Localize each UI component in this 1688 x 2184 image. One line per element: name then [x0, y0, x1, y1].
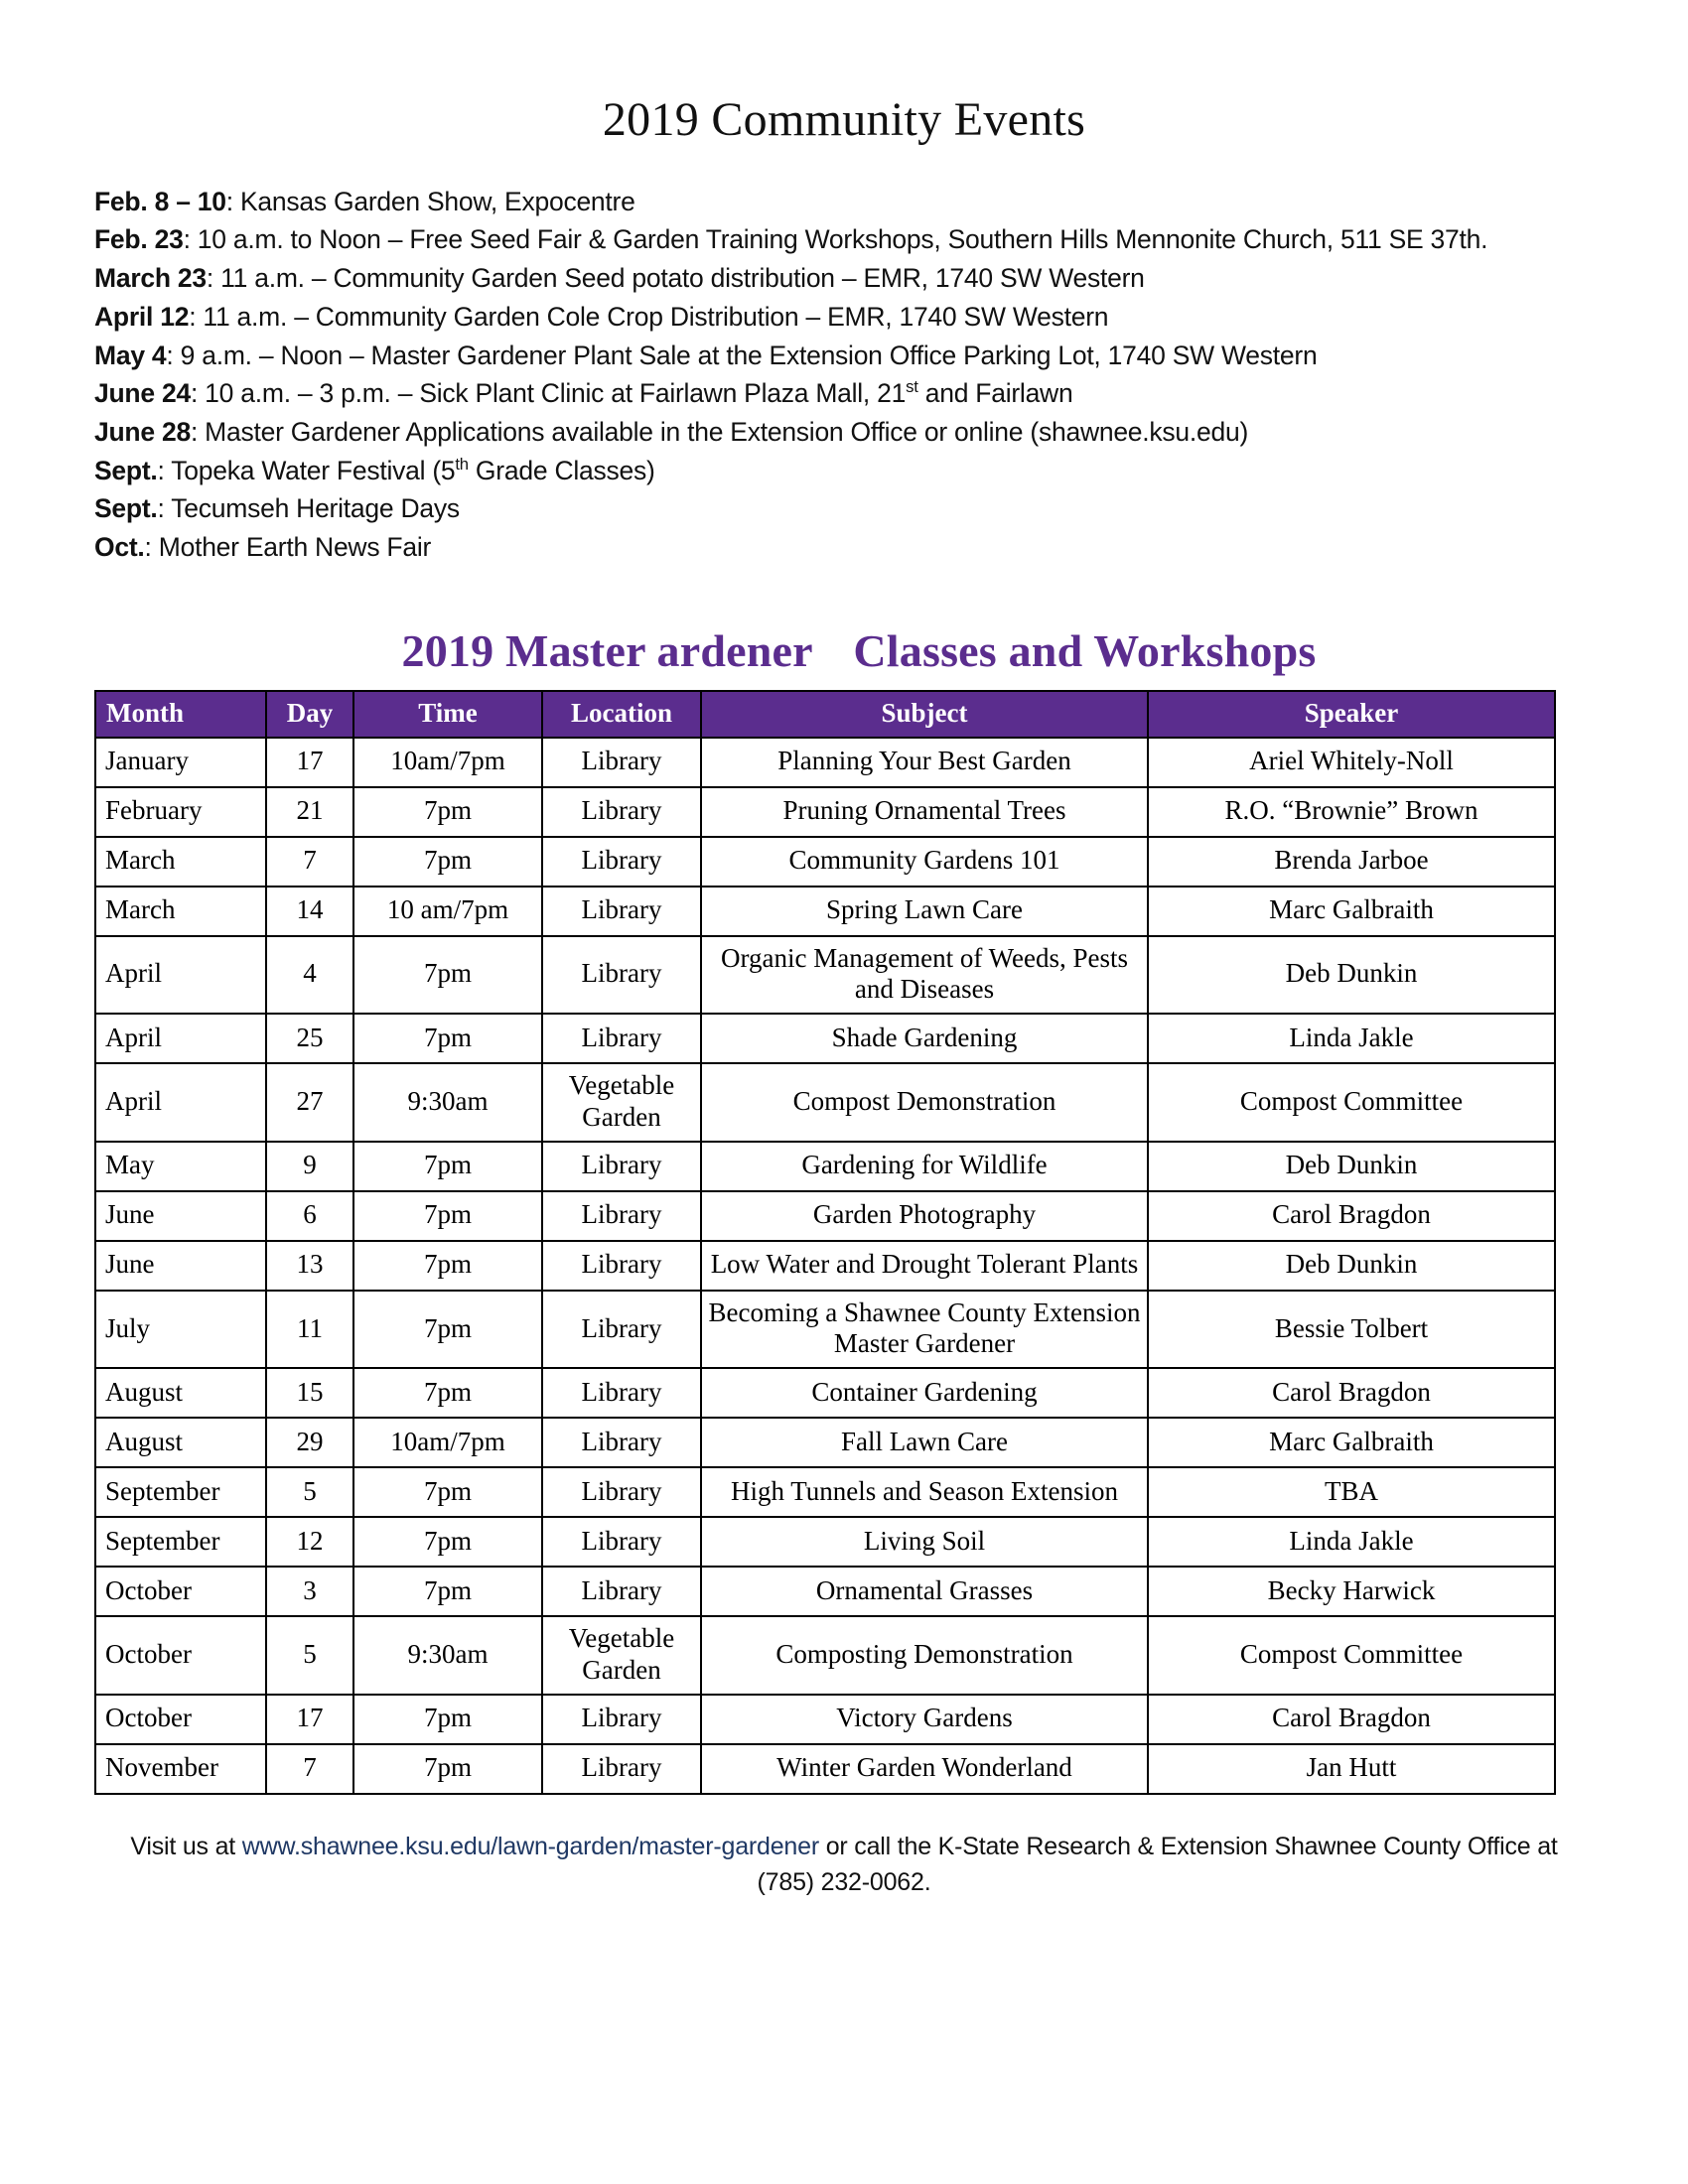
event-date-label: Sept. — [94, 455, 158, 485]
cell-speaker: Carol Bragdon — [1148, 1695, 1555, 1744]
cell-speaker: Deb Dunkin — [1148, 1241, 1555, 1291]
table-row — [95, 837, 1555, 887]
event-item — [94, 337, 1509, 375]
cell-time: 7pm — [353, 1517, 542, 1567]
table-row — [95, 1063, 1555, 1142]
event-ordinal-suffix: st — [906, 377, 918, 397]
event-item — [94, 259, 1509, 298]
cell-location: Library — [542, 1695, 701, 1744]
cell-subject: Low Water and Drought Tolerant Plants — [701, 1241, 1148, 1291]
schedule-table — [94, 690, 1556, 1795]
event-text: : Mother Earth News Fair — [144, 531, 432, 562]
cell-time: 9:30am — [353, 1063, 542, 1142]
cell-month: April — [95, 1014, 266, 1063]
column-header-subject[interactable]: Subject — [701, 691, 1148, 737]
cell-location: Library — [542, 1467, 701, 1517]
cell-location: Library — [542, 1241, 701, 1291]
table-row — [95, 1616, 1555, 1695]
schedule-table-header — [95, 691, 1555, 737]
cell-location: Library — [542, 837, 701, 887]
cell-month: June — [95, 1191, 266, 1241]
cell-location: Library — [542, 1418, 701, 1467]
cell-subject: Composting Demonstration — [701, 1616, 1148, 1695]
column-header-month[interactable]: Month — [95, 691, 266, 737]
cell-time: 9:30am — [353, 1616, 542, 1695]
event-text: : 11 a.m. – Community Garden Cole Crop Distribution – EMR, 1740 SW Western — [189, 301, 1109, 332]
cell-month: October — [95, 1567, 266, 1616]
cell-day: 29 — [266, 1418, 353, 1467]
cell-subject: Community Gardens 101 — [701, 837, 1148, 887]
cell-time: 7pm — [353, 837, 542, 887]
cell-time: 7pm — [353, 1467, 542, 1517]
cell-time: 7pm — [353, 1744, 542, 1794]
table-row — [95, 887, 1555, 936]
cell-time: 10am/7pm — [353, 738, 542, 787]
event-item — [94, 183, 1509, 221]
schedule-table-wrap — [0, 676, 1688, 1795]
footer-lead-text: Visit us at — [130, 1833, 242, 1861]
event-date-label: Feb. 23 — [94, 224, 184, 255]
cell-month: June — [95, 1241, 266, 1291]
event-text: : 9 a.m. – Noon – Master Gardener Plant Sale at the Extension Office Parking Lot, 1740 SW Western — [166, 340, 1318, 370]
schedule-heading-part1: 2019 Master ardener — [401, 624, 812, 676]
cell-speaker: Deb Dunkin — [1148, 936, 1555, 1015]
table-row — [95, 1142, 1555, 1191]
cell-speaker: Bessie Tolbert — [1148, 1291, 1555, 1369]
table-header-row — [95, 691, 1555, 737]
cell-location: Library — [542, 1014, 701, 1063]
cell-month: August — [95, 1418, 266, 1467]
event-item — [94, 413, 1509, 452]
cell-time: 7pm — [353, 936, 542, 1015]
cell-day: 21 — [266, 787, 353, 837]
cell-location: Library — [542, 1291, 701, 1369]
schedule-table-body — [95, 738, 1555, 1795]
cell-day: 7 — [266, 837, 353, 887]
cell-subject: Planning Your Best Garden — [701, 738, 1148, 787]
table-row — [95, 1418, 1555, 1467]
event-date-label: March 23 — [94, 263, 207, 294]
schedule-heading — [0, 567, 1688, 677]
column-header-day[interactable]: Day — [266, 691, 353, 737]
cell-day: 25 — [266, 1014, 353, 1063]
table-row — [95, 1241, 1555, 1291]
event-date-label: Sept. — [94, 493, 158, 524]
cell-day: 9 — [266, 1142, 353, 1191]
table-row — [95, 1744, 1555, 1794]
cell-day: 13 — [266, 1241, 353, 1291]
cell-speaker: Compost Committee — [1148, 1063, 1555, 1142]
cell-month: March — [95, 837, 266, 887]
cell-speaker: Becky Harwick — [1148, 1567, 1555, 1616]
event-date-label: June 28 — [94, 416, 191, 447]
event-text-after: and Fairlawn — [917, 378, 1073, 409]
cell-time: 7pm — [353, 1191, 542, 1241]
event-item — [94, 298, 1509, 337]
event-text-before: : 10 a.m. – 3 p.m. – Sick Plant Clinic at Fairlawn Plaza Mall, 21 — [190, 378, 907, 409]
cell-month: January — [95, 738, 266, 787]
website-link[interactable]: www.shawnee.ksu.edu/lawn-garden/master-gardener — [241, 1833, 819, 1861]
cell-month: September — [95, 1517, 266, 1567]
event-item — [94, 528, 1509, 567]
cell-day: 27 — [266, 1063, 353, 1142]
cell-location: Library — [542, 1517, 701, 1567]
cell-speaker: Linda Jakle — [1148, 1517, 1555, 1567]
cell-subject: Container Gardening — [701, 1368, 1148, 1418]
cell-time: 7pm — [353, 1241, 542, 1291]
cell-subject: Winter Garden Wonderland — [701, 1744, 1148, 1794]
cell-location: Library — [542, 1368, 701, 1418]
event-date-label: May 4 — [94, 340, 167, 370]
cell-month: October — [95, 1695, 266, 1744]
table-row — [95, 787, 1555, 837]
cell-subject: Victory Gardens — [701, 1695, 1148, 1744]
page-title: 2019 Community Events — [602, 93, 1086, 146]
cell-subject: Organic Management of Weeds, Pests and Diseases — [701, 936, 1148, 1015]
cell-speaker: Marc Galbraith — [1148, 887, 1555, 936]
cell-time: 10am/7pm — [353, 1418, 542, 1467]
table-row — [95, 1191, 1555, 1241]
cell-location: Library — [542, 1191, 701, 1241]
cell-speaker: Linda Jakle — [1148, 1014, 1555, 1063]
cell-time: 7pm — [353, 1142, 542, 1191]
cell-subject: High Tunnels and Season Extension — [701, 1467, 1148, 1517]
table-row — [95, 1368, 1555, 1418]
cell-month: April — [95, 1063, 266, 1142]
cell-location: Library — [542, 787, 701, 837]
cell-day: 5 — [266, 1467, 353, 1517]
event-text-after: Grade Classes) — [468, 455, 655, 485]
table-row — [95, 738, 1555, 787]
cell-subject: Compost Demonstration — [701, 1063, 1148, 1142]
column-header-location[interactable]: Location — [542, 691, 701, 737]
cell-speaker: Ariel Whitely-Noll — [1148, 738, 1555, 787]
cell-month: November — [95, 1744, 266, 1794]
schedule-heading-part2: Classes and Workshops — [853, 624, 1317, 676]
cell-month: July — [95, 1291, 266, 1369]
cell-location: Vegetable Garden — [542, 1616, 701, 1695]
event-item — [94, 220, 1509, 259]
cell-location: Library — [542, 1142, 701, 1191]
cell-day: 17 — [266, 1695, 353, 1744]
community-events-list — [0, 147, 1509, 567]
table-row — [95, 1567, 1555, 1616]
cell-subject: Living Soil — [701, 1517, 1148, 1567]
cell-subject: Ornamental Grasses — [701, 1567, 1148, 1616]
table-row — [95, 1517, 1555, 1567]
cell-location: Library — [542, 1744, 701, 1794]
cell-speaker: Marc Galbraith — [1148, 1418, 1555, 1467]
cell-subject: Shade Gardening — [701, 1014, 1148, 1063]
cell-time: 7pm — [353, 1014, 542, 1063]
footer-contact — [0, 1795, 1688, 1901]
cell-location: Library — [542, 738, 701, 787]
cell-month: September — [95, 1467, 266, 1517]
cell-subject: Spring Lawn Care — [701, 887, 1148, 936]
cell-month: May — [95, 1142, 266, 1191]
cell-day: 7 — [266, 1744, 353, 1794]
event-ordinal-suffix: th — [455, 454, 469, 474]
event-text: : Kansas Garden Show, Expocentre — [225, 186, 635, 216]
event-text: : 11 a.m. – Community Garden Seed potato distribution – EMR, 1740 SW Western — [206, 263, 1145, 294]
cell-day: 14 — [266, 887, 353, 936]
cell-time: 7pm — [353, 1567, 542, 1616]
table-row — [95, 1014, 1555, 1063]
event-date-label: Feb. 8 – 10 — [94, 186, 226, 216]
cell-day: 11 — [266, 1291, 353, 1369]
cell-month: August — [95, 1368, 266, 1418]
column-header-time[interactable]: Time — [353, 691, 542, 737]
cell-day: 17 — [266, 738, 353, 787]
table-row — [95, 936, 1555, 1015]
cell-speaker: R.O. “Brownie” Brown — [1148, 787, 1555, 837]
event-date-label: Oct. — [94, 531, 145, 562]
column-header-speaker[interactable]: Speaker — [1148, 691, 1555, 737]
cell-speaker: Jan Hutt — [1148, 1744, 1555, 1794]
cell-time: 7pm — [353, 787, 542, 837]
cell-time: 7pm — [353, 1368, 542, 1418]
cell-location: Library — [542, 936, 701, 1015]
event-text-before: : Topeka Water Festival (5 — [157, 455, 456, 485]
cell-speaker: Brenda Jarboe — [1148, 837, 1555, 887]
event-text: : Master Gardener Applications available in the Extension Office or online (shawnee.ksu.edu) — [190, 416, 1249, 447]
cell-month: February — [95, 787, 266, 837]
cell-speaker: Carol Bragdon — [1148, 1368, 1555, 1418]
cell-subject: Becoming a Shawnee County Extension Master Gardener — [701, 1291, 1148, 1369]
cell-subject: Fall Lawn Care — [701, 1418, 1148, 1467]
cell-month: March — [95, 887, 266, 936]
table-row — [95, 1695, 1555, 1744]
event-date-label: June 24 — [94, 378, 191, 409]
cell-day: 3 — [266, 1567, 353, 1616]
cell-speaker: TBA — [1148, 1467, 1555, 1517]
cell-day: 15 — [266, 1368, 353, 1418]
cell-subject: Garden Photography — [701, 1191, 1148, 1241]
event-item — [94, 374, 1509, 413]
cell-day: 6 — [266, 1191, 353, 1241]
event-item — [94, 452, 1509, 490]
cell-speaker: Compost Committee — [1148, 1616, 1555, 1695]
cell-time: 10 am/7pm — [353, 887, 542, 936]
event-item — [94, 489, 1509, 528]
cell-location: Vegetable Garden — [542, 1063, 701, 1142]
table-row — [95, 1467, 1555, 1517]
event-text: : 10 a.m. to Noon – Free Seed Fair & Garden Training Workshops, Southern Hills Mennonite Church, 511 SE 37th. — [183, 224, 1488, 255]
cell-location: Library — [542, 1567, 701, 1616]
cell-speaker: Carol Bragdon — [1148, 1191, 1555, 1241]
table-row — [95, 1291, 1555, 1369]
cell-day: 4 — [266, 936, 353, 1015]
cell-time: 7pm — [353, 1291, 542, 1369]
cell-month: April — [95, 936, 266, 1015]
cell-day: 12 — [266, 1517, 353, 1567]
event-date-label: April 12 — [94, 301, 190, 332]
cell-day: 5 — [266, 1616, 353, 1695]
cell-speaker: Deb Dunkin — [1148, 1142, 1555, 1191]
cell-subject: Pruning Ornamental Trees — [701, 787, 1148, 837]
cell-subject: Gardening for Wildlife — [701, 1142, 1148, 1191]
cell-time: 7pm — [353, 1695, 542, 1744]
cell-location: Library — [542, 887, 701, 936]
event-text: : Tecumseh Heritage Days — [157, 493, 460, 524]
footer-tail-text: or call the K-State Research & Extension Shawnee County Office at (785) 232-0062. — [757, 1833, 1558, 1897]
cell-month: October — [95, 1616, 266, 1695]
